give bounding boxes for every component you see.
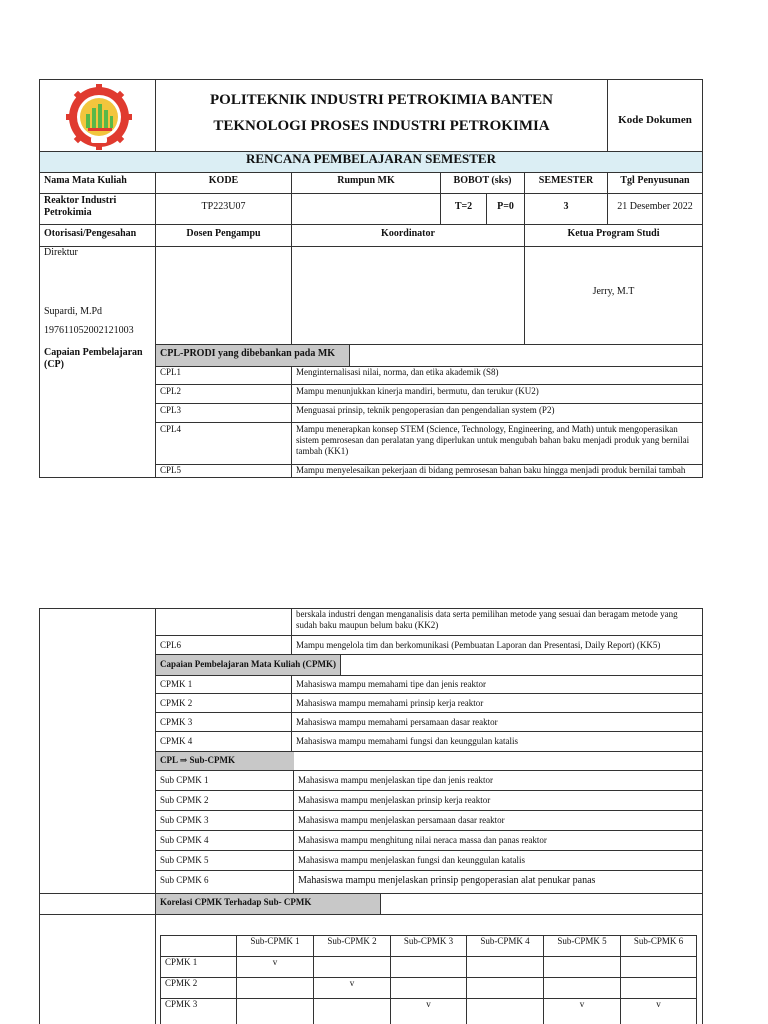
institution-title: POLITEKNIK INDUSTRI PETROKIMIA BANTEN	[210, 92, 553, 108]
sub-cpmk-header: CPL ⇒ Sub-CPMK	[160, 755, 236, 765]
label-dosen: Dosen Pengampu	[186, 228, 261, 239]
cpl6-text: Mampu mengelola tim dan berkomunikasi (Pembuatan Laporan dan Presentasi, Daily Report) (KK5)	[296, 640, 661, 650]
kode-mk: TP223U07	[201, 201, 246, 212]
direktur-name: Supardi, M.Pd	[44, 306, 103, 317]
sub1-text: Mahasiswa mampu menjelaskan tipe dan jenis reaktor	[298, 775, 493, 785]
label-semester: SEMESTER	[538, 175, 594, 186]
label-koordinator: Koordinator	[381, 228, 435, 239]
kor-cell: v	[272, 957, 278, 967]
kode-dokumen-label: Kode Dokumen	[618, 114, 692, 126]
sub3-text: Mahasiswa mampu menjelaskan persamaan dasar reaktor	[298, 815, 505, 825]
cpl5-text: Mampu menyelesaikan pekerjaan di bidang pemrosesan bahan baku hingga menjadi produk bernilai tambah	[296, 465, 686, 475]
kor-col-6: Sub-CPMK 6	[633, 936, 684, 946]
kor-cell: v	[656, 999, 661, 1009]
program-title: TEKNOLOGI PROSES INDUSTRI PETROKIMIA	[213, 118, 550, 134]
cpmk3-text: Mahasiswa mampu memahami persamaan dasar reaktor	[296, 717, 498, 727]
label-kaprodi: Ketua Program Studi	[567, 228, 660, 239]
cpmk4-text: Mahasiswa mampu memahami fungsi dan keunggulan katalis	[296, 736, 518, 746]
cpl1-text: Menginternalisasi nilai, norma, dan etika akademik (S8)	[296, 367, 499, 377]
sub2-text: Mahasiswa mampu menjelaskan prinsip kerja reaktor	[298, 795, 491, 805]
direktur-label: Direktur	[44, 247, 78, 258]
sub4-text: Mahasiswa mampu menghitung nilai neraca massa dan panas reaktor	[298, 835, 547, 845]
cpl4-text: Mampu menerapkan konsep STEM (Science, Technology, Engineering, and Math) untuk mengoperasikan sistem pemrosesan dan peralatan yang diperlukan untuk mengubah bahan baku menjadi produk yang bernilai tambah (KK1)	[296, 424, 690, 456]
cpl3-code: CPL3	[160, 405, 182, 415]
cpl-header: CPL-PRODI yang dibebankan pada MK	[160, 348, 336, 359]
cpmk-header: Capaian Pembelajaran Mata Kuliah (CPMK)	[160, 659, 336, 669]
bobot-t: T=2	[454, 201, 473, 212]
nama-mk: Reaktor Industri Petrokimia	[44, 195, 117, 218]
cpl6-code: CPL6	[160, 640, 182, 650]
cpmk1-code: CPMK 1	[160, 679, 193, 689]
kor-col-5: Sub-CPMK 5	[557, 936, 607, 946]
sub4-code: Sub CPMK 4	[160, 835, 209, 845]
cpmk1-text: Mahasiswa mampu memahami tipe dan jenis reaktor	[296, 679, 486, 689]
label-tgl: Tgl Penyusunan	[620, 175, 690, 186]
cpl5-code: CPL5	[160, 465, 182, 475]
kaprodi-name: Jerry, M.T	[592, 286, 635, 297]
sub6-code: Sub CPMK 6	[160, 875, 209, 885]
kor-col-4: Sub-CPMK 4	[480, 936, 530, 946]
kor-cell: v	[579, 999, 585, 1009]
sub5-text: Mahasiswa mampu menjelaskan fungsi dan keunggulan katalis	[298, 855, 525, 865]
label-cp: Capaian Pembelajaran (CP)	[44, 347, 143, 370]
cpmk3-code: CPMK 3	[160, 717, 193, 727]
cpl2-text: Mampu menunjukkan kinerja mandiri, bermutu, dan terukur (KU2)	[296, 386, 539, 396]
kor-row-1: CPMK 1	[165, 957, 198, 967]
label-bobot: BOBOT (sks)	[453, 175, 512, 186]
korelasi-header: Korelasi CPMK Terhadap Sub- CPMK	[160, 897, 312, 907]
label-nama-mk: Nama Mata Kuliah	[44, 175, 127, 186]
korelasi-table	[160, 935, 697, 1024]
kor-col-1: Sub-CPMK 1	[250, 936, 300, 946]
kor-col-2: Sub-CPMK 2	[327, 936, 377, 946]
direktur-nip: 197611052002121003	[44, 325, 134, 336]
label-rumpun: Rumpun MK	[337, 175, 395, 186]
tgl-value: 21 Desember 2022	[617, 201, 693, 212]
semester-value: 3	[563, 201, 569, 212]
institution-logo	[64, 84, 134, 150]
rps-title: RENCANA PEMBELAJARAN SEMESTER	[246, 151, 496, 166]
cpl2-code: CPL2	[160, 386, 182, 396]
kor-row-2: CPMK 2	[165, 978, 198, 988]
sub5-code: Sub CPMK 5	[160, 855, 209, 865]
sub1-code: Sub CPMK 1	[160, 775, 209, 785]
bobot-p: P=0	[497, 201, 514, 212]
sub2-code: Sub CPMK 2	[160, 795, 209, 805]
cpmk4-code: CPMK 4	[160, 736, 193, 746]
sub3-code: Sub CPMK 3	[160, 815, 209, 825]
kor-row-3: CPMK 3	[165, 999, 198, 1009]
cpl5-text-cont: berskala industri dengan menganalisis data serta pemilihan metode yang sesuai dan beragam metode yang sudah baku maupun belum baku (KK2)	[296, 609, 678, 630]
kor-col-3: Sub-CPMK 3	[403, 936, 454, 946]
kor-cell: v	[426, 999, 431, 1009]
label-kode: KODE	[208, 175, 239, 186]
cpmk2-text: Mahasiswa mampu memahami prinsip kerja reaktor	[296, 698, 484, 708]
cpmk2-code: CPMK 2	[160, 698, 193, 708]
cpl1-code: CPL1	[160, 367, 182, 377]
kor-cell: v	[349, 978, 355, 988]
cpl4-code: CPL4	[160, 424, 182, 434]
cpl3-text: Menguasai prinsip, teknik pengoperasian dan pengendalian system (P2)	[296, 405, 555, 415]
label-otorisasi: Otorisasi/Pengesahan	[44, 228, 137, 239]
sub6-text: Mahasiswa mampu menjelaskan prinsip pengoperasian alat penukar panas	[298, 875, 596, 886]
